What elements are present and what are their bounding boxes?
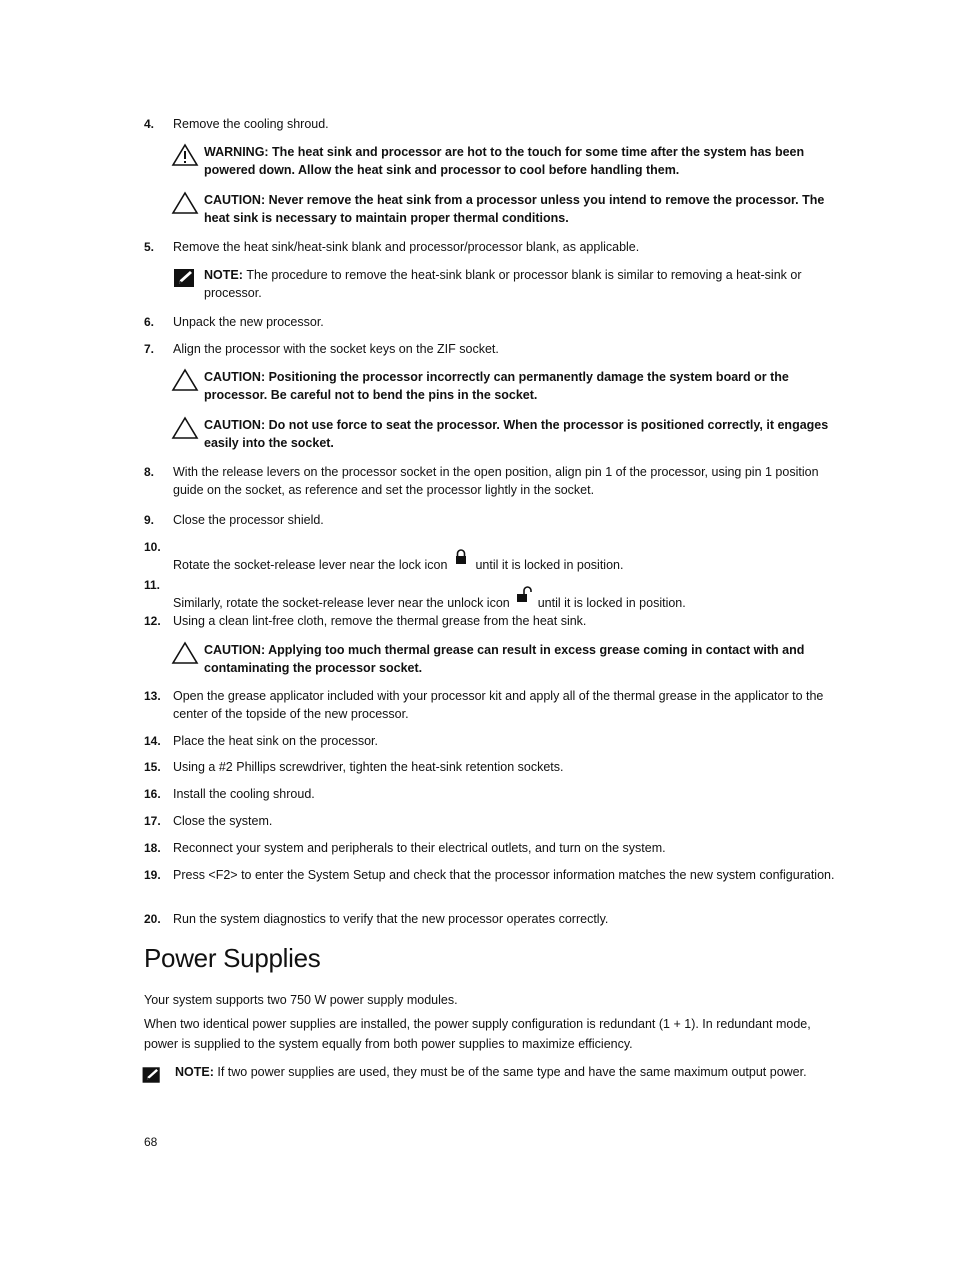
note-icon: [171, 266, 199, 290]
step-number: 12.: [144, 614, 161, 628]
step-text: [173, 586, 844, 612]
step-number: 8.: [144, 465, 155, 479]
step-text: Remove the cooling shroud.: [173, 117, 329, 131]
step-text-before: Similarly, rotate the socket-release lever near the unlock icon: [173, 596, 510, 610]
step-text: Install the cooling shroud.: [173, 787, 315, 801]
note-text: [175, 1063, 840, 1081]
section-title: Power Supplies: [144, 943, 321, 973]
list-item: [144, 538, 844, 572]
step-number: 6.: [144, 315, 155, 329]
step-number: 20.: [144, 912, 161, 926]
page-number: 68: [144, 1135, 158, 1149]
step-text: Unpack the new processor.: [173, 315, 324, 329]
paragraph: Your system supports two 750 W power supply modules.: [144, 993, 458, 1007]
step-text: Close the system.: [173, 814, 273, 828]
list-item: [144, 576, 844, 610]
caution-icon: [171, 191, 199, 215]
step-text: Align the processor with the socket keys on the ZIF socket.: [173, 342, 499, 356]
lock-icon: [453, 548, 469, 566]
step-text: [173, 548, 844, 574]
step-text-after: until it is locked in position.: [475, 558, 624, 572]
note-icon: [140, 1063, 164, 1087]
caution-text: CAUTION: Applying too much thermal grease can result in excess grease coming in contact with and contaminating the processor socket.: [204, 643, 805, 675]
note-label: NOTE:: [175, 1065, 214, 1079]
step-number: 18.: [144, 841, 161, 855]
step-text-before: Rotate the socket-release lever near the lock icon: [173, 558, 448, 572]
caution-text: CAUTION: Do not use force to seat the processor. When the processor is positioned correctly, it engages easily into the socket.: [204, 418, 829, 450]
note-body: If two power supplies are used, they must be of the same type and have the same maximum output power.: [217, 1065, 807, 1079]
step-text: Close the processor shield.: [173, 513, 324, 527]
step-number: 5.: [144, 240, 155, 254]
step-number: 19.: [144, 868, 161, 882]
step-text: Place the heat sink on the processor.: [173, 734, 378, 748]
step-number: 7.: [144, 342, 155, 356]
step-number: 9.: [144, 513, 155, 527]
step-text: Open the grease applicator included with your processor kit and apply all of the thermal grease in the applicator to the center of the topside of the new processor.: [173, 689, 824, 721]
note-label: NOTE:: [204, 268, 243, 282]
caution-text: CAUTION: Positioning the processor incorrectly can permanently damage the system board or the processor. Be careful not to bend the pins in the socket.: [204, 370, 789, 402]
step-number: 10.: [144, 540, 161, 554]
warning-icon: [171, 143, 199, 167]
step-text: Remove the heat sink/heat-sink blank and processor/processor blank, as applicable.: [173, 240, 640, 254]
step-text: Press <F2> to enter the System Setup and check that the processor information matches the new system configuration.: [173, 868, 835, 882]
caution-icon: [171, 641, 199, 665]
step-text: Using a clean lint-free cloth, remove the thermal grease from the heat sink.: [173, 614, 587, 628]
unlock-icon: [516, 586, 532, 604]
step-number: 4.: [144, 117, 155, 131]
step-number: 17.: [144, 814, 161, 828]
warning-text: WARNING: The heat sink and processor are hot to the touch for some time after the system has been powered down. Allow the heat sink and processor to cool before handling them.: [204, 145, 805, 177]
step-text: With the release levers on the processor socket in the open position, align pin 1 of the processor, using pin 1 position guide on the socket, as reference and set the processor lightly in the socket.: [173, 465, 819, 497]
step-number: 11.: [144, 578, 161, 592]
caution-icon: [171, 368, 199, 392]
step-text: Reconnect your system and peripherals to their electrical outlets, and turn on the system.: [173, 841, 666, 855]
step-number: 15.: [144, 760, 161, 774]
note-text: [204, 266, 841, 302]
paragraph: When two identical power supplies are installed, the power supply configuration is redundant (1 + 1). In redundant mode, power is supplied to the system equally from both power supplies to maximize efficiency.: [144, 1017, 811, 1051]
step-number: 14.: [144, 734, 161, 748]
caution-text: CAUTION: Never remove the heat sink from a processor unless you intend to remove the processor. The heat sink is necessary to maintain proper thermal conditions.: [204, 193, 825, 225]
step-text-after: until it is locked in position.: [537, 596, 686, 610]
step-number: 16.: [144, 787, 161, 801]
step-number: 13.: [144, 689, 161, 703]
step-text: Run the system diagnostics to verify that the new processor operates correctly.: [173, 912, 609, 926]
step-text: Using a #2 Phillips screwdriver, tighten the heat-sink retention sockets.: [173, 760, 564, 774]
caution-icon: [171, 416, 199, 440]
note-body: The procedure to remove the heat-sink blank or processor blank is similar to removing a heat-sink or processor.: [204, 268, 802, 300]
